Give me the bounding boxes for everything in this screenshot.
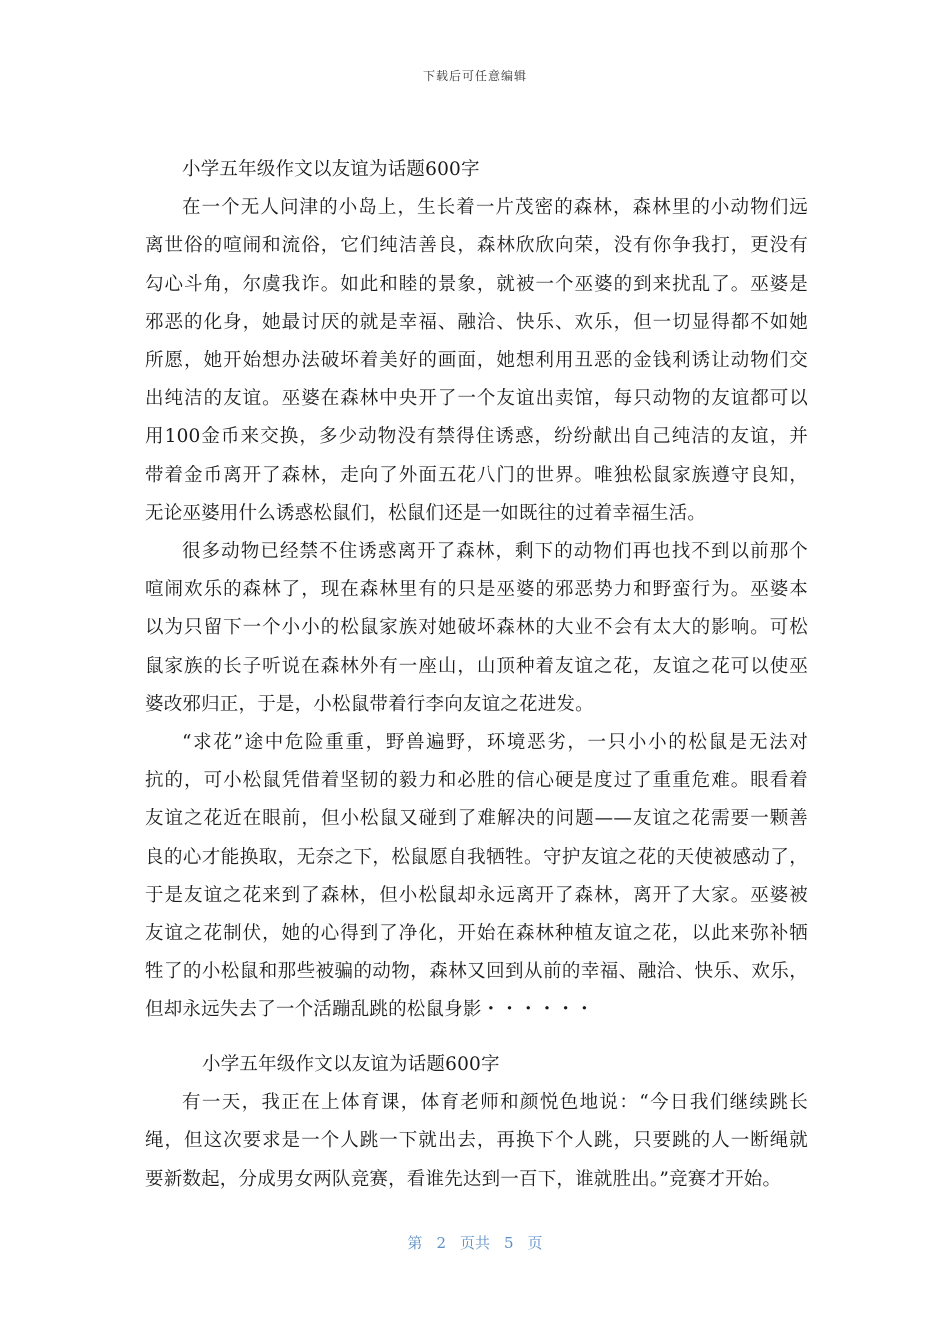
paragraph-line: 用100金币来交换，多少动物没有禁得住诱惑，纷纷献出自己纯洁的友谊，并	[145, 426, 808, 448]
paragraph-line: 但却永远失去了一个活蹦乱跳的松鼠身影・・・・・・	[145, 999, 594, 1021]
footer-current-page: 2	[436, 1234, 446, 1252]
page-header: 下载后可任意编辑	[422, 69, 527, 83]
paragraph-line: 无论巫婆用什么诱惑松鼠们，松鼠们还是一如既往的过着幸福生活。	[145, 502, 707, 524]
paragraph-line: 以为只留下一个小小的松鼠家族对她破坏森林的大业不会有太大的影响。可松	[145, 617, 808, 639]
paragraph-line: 抗的，可小松鼠凭借着坚韧的毅力和必胜的信心硬是度过了重重危难。眼看着	[145, 770, 808, 792]
section-title: 小学五年级作文以友谊为话题600字	[202, 1054, 500, 1075]
paragraph-line: 离世俗的喧闹和流俗，它们纯洁善良，森林欣欣向荣，没有你争我打，更没有	[145, 235, 808, 257]
paragraph-line: 在一个无人问津的小岛上，生长着一片茂密的森林，森林里的小动物们远	[182, 197, 808, 219]
paragraph-line: 带着金币离开了森林，走向了外面五花八门的世界。唯独松鼠家族遵守良知，	[145, 464, 808, 486]
paragraph-line: 很多动物已经禁不住诱惑离开了森林，剩下的动物们再也找不到以前那个	[182, 541, 808, 562]
footer-label-of: 页共	[459, 1234, 490, 1252]
paragraph-line: 绳，但这次要求是一个人跳一下就出去，再换下个人跳，只要跳的人一断绳就	[145, 1130, 808, 1152]
paragraph-line: 友谊之花近在眼前，但小松鼠又碰到了难解决的问题——友谊之花需要一颗善	[145, 808, 808, 830]
footer-label-end: 页	[527, 1234, 543, 1252]
paragraph-line: 鼠家族的长子听说在森林外有一座山，山顶种着友谊之花，友谊之花可以使巫	[145, 655, 808, 677]
paragraph-line: 于是友谊之花来到了森林，但小松鼠却永远离开了森林，离开了大家。巫婆被	[145, 884, 808, 906]
paragraph-line: 要新数起，分成男女两队竞赛，看谁先达到一百下，谁就胜出。”竞赛才开始。	[145, 1168, 782, 1190]
section-title: 小学五年级作文以友谊为话题600字	[182, 159, 480, 180]
paragraph-line: 友谊之花制伏，她的心得到了净化，开始在森林种植友谊之花，以此来弥补牺	[145, 923, 808, 944]
paragraph-line: 良的心才能换取，无奈之下，松鼠愿自我牺牲。守护友谊之花的天使被感动了，	[145, 846, 808, 868]
paragraph-line: 喧闹欢乐的森林了，现在森林里有的只是巫婆的邪恶势力和野蛮行为。巫婆本	[145, 579, 808, 601]
paragraph-line: 勾心斗角，尔虞我诈。如此和睦的景象，就被一个巫婆的到来扰乱了。巫婆是	[145, 273, 808, 295]
paragraph-line: “求花”途中危险重重，野兽遍野，环境恶劣，一只小小的松鼠是无法对	[182, 732, 808, 753]
paragraph-line: 邪恶的化身，她最讨厌的就是幸福、融洽、快乐、欢乐，但一切显得都不如她	[145, 311, 808, 333]
paragraph-line: 出纯洁的友谊。巫婆在森林中央开了一个友谊出卖馆，每只动物的友谊都可以	[145, 388, 808, 410]
paragraph-line: 婆改邪归正，于是，小松鼠带着行李向友谊之花进发。	[145, 693, 594, 715]
footer-total-pages: 5	[504, 1234, 514, 1252]
paragraph-line: 所愿，她开始想办法破坏着美好的画面，她想利用丑恶的金钱利诱让动物们交	[145, 350, 808, 371]
footer-label-page: 第	[407, 1234, 423, 1252]
paragraph-line: 有一天，我正在上体育课，体育老师和颜悦色地说：“今日我们继续跳长	[182, 1092, 808, 1114]
paragraph-line: 牲了的小松鼠和那些被骗的动物，森林又回到从前的幸福、融洽、快乐、欢乐，	[145, 961, 808, 983]
page-footer	[0, 1232, 950, 1253]
